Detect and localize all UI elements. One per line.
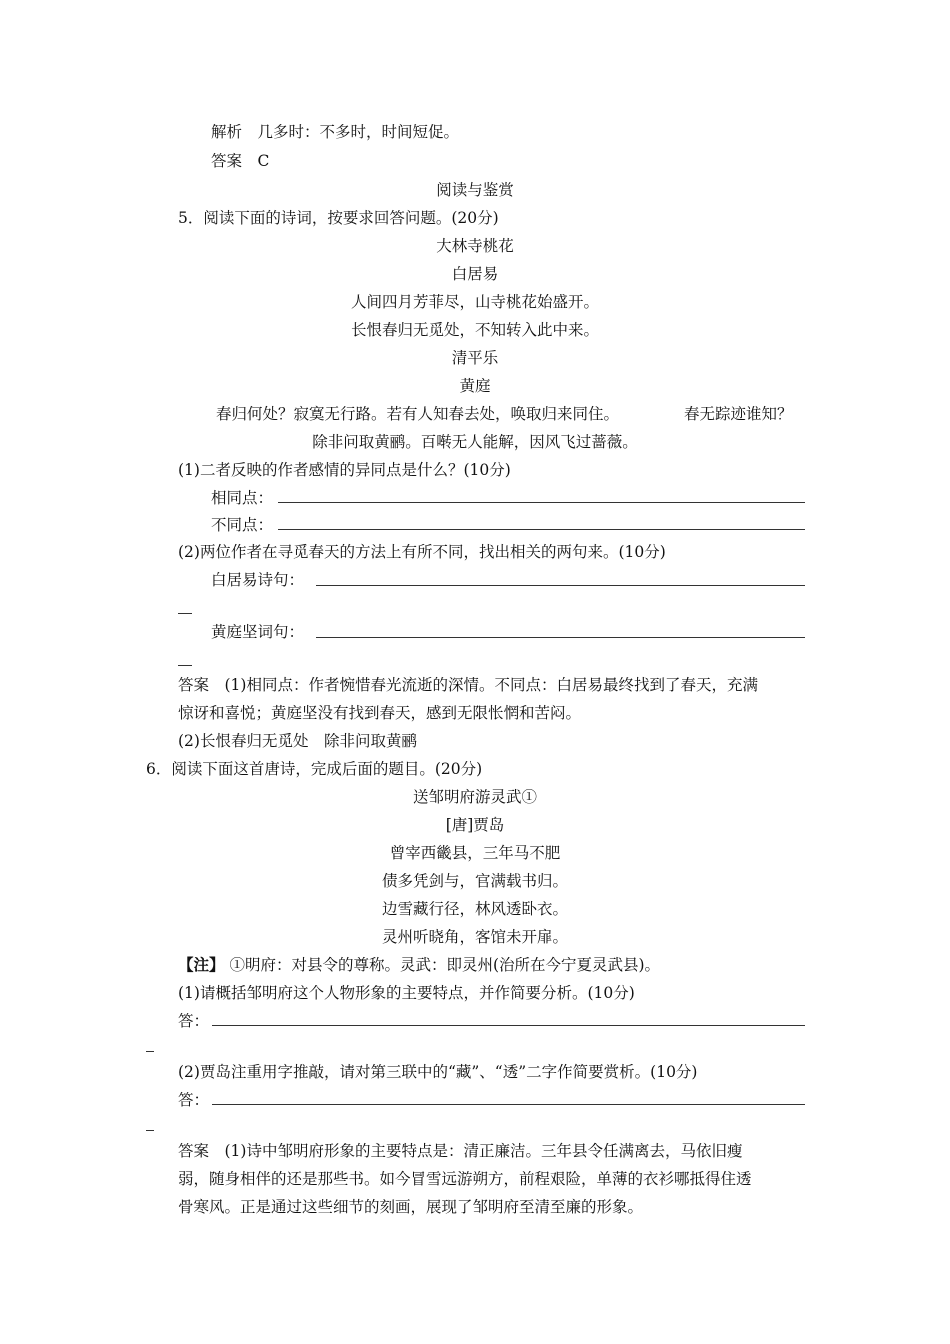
q5-poem1-line1: 人间四月芳菲尽，山寺桃花始盛开。 xyxy=(350,293,599,311)
q5-poem2-author: 黄庭 xyxy=(459,377,491,395)
q5-sub2-huang-blank xyxy=(316,637,805,638)
q6-poem-line2: 债多凭剑与，官满载书归。 xyxy=(381,872,568,890)
q6-answer-line1: 答案 (1)诗中邹明府形象的主要特点是：清正廉洁。三年县令任满离去，马依旧瘦 xyxy=(178,1142,743,1160)
q6-poem-title: 送邹明府游灵武① xyxy=(412,788,537,806)
q5-poem1-line2: 长恨春归无觅处，不知转入此中来。 xyxy=(350,321,599,339)
q6-sub2-answer-label: 答： xyxy=(178,1091,210,1109)
q6-poem-line3: 边雪藏行径，林风透卧衣。 xyxy=(381,900,568,918)
q5-sub1-diff-label: 不同点： xyxy=(211,516,274,534)
q5-sub2-bai-label: 白居易诗句： xyxy=(211,571,305,589)
q5-sub1-same-label: 相同点： xyxy=(211,489,274,507)
q5-prompt: 5．阅读下面的诗词，按要求回答问题。(20分) xyxy=(178,209,499,227)
q5-answer-line2: 惊讶和喜悦；黄庭坚没有找到春天，感到无限怅惘和苦闷。 xyxy=(178,704,582,722)
q5-poem2-title: 清平乐 xyxy=(451,349,499,367)
q5-sub2-huang-blank-wrap xyxy=(178,665,192,666)
q6-answer-line3: 骨寒风。正是通过这些细节的刻画，展现了邹明府至清至廉的形象。 xyxy=(178,1198,644,1216)
q5-sub2-bai-blank xyxy=(316,585,805,586)
q6-answer-line2: 弱，随身相伴的还是那些书。如今冒雪远游朔方，前程艰险，单薄的衣衫哪抵得住透 xyxy=(178,1170,752,1188)
q6-sub2-prompt: (2)贾岛注重用字推敲，请对第三联中的“藏”、“透”二字作简要赏析。(10分) xyxy=(178,1063,698,1081)
q5-answer-line1: 答案 (1)相同点：作者惋惜春光流逝的深情。不同点：白居易最终找到了春天，充满 xyxy=(178,676,758,694)
q5-poem1-author: 白居易 xyxy=(451,265,499,283)
q5-poem2-line1a: 春归何处？寂寞无行路。若有人知春去处，唤取归来同住。 xyxy=(216,405,620,423)
q5-sub2-bai-blank-wrap xyxy=(178,613,192,614)
q6-note-label: 【注】 xyxy=(178,955,225,974)
q4-analysis: 解析 几多时：不多时，时间短促。 xyxy=(211,123,460,141)
q6-sub2-answer-blank-wrap xyxy=(146,1130,154,1131)
q5-sub1-diff-blank xyxy=(278,529,805,530)
q6-poem-author: [唐]贾岛 xyxy=(445,816,505,834)
q5-poem2-line1b: 春无踪迹谁知？ xyxy=(684,405,793,423)
q6-sub1-answer-blank xyxy=(212,1025,805,1026)
q6-poem-line1: 曾宰西畿县，三年马不肥 xyxy=(389,844,561,862)
q6-poem-line4: 灵州听晓角，客馆未开扉。 xyxy=(381,928,568,946)
q5-sub1-same-blank xyxy=(278,502,805,503)
q4-answer: 答案 C xyxy=(211,152,270,170)
q5-poem2-line2: 除非问取黄鹂。百啭无人能解，因风飞过蔷薇。 xyxy=(312,433,638,451)
q6-sub2-answer-blank xyxy=(212,1104,805,1105)
q6-note xyxy=(178,955,660,975)
q6-sub1-prompt: (1)请概括邹明府这个人物形象的主要特点，并作简要分析。(10分) xyxy=(178,984,635,1002)
q5-sub2-prompt: (2)两位作者在寻觅春天的方法上有所不同，找出相关的两句来。(10分) xyxy=(178,543,666,561)
q6-sub1-answer-label: 答： xyxy=(178,1012,210,1030)
q5-answer-line3: (2)长恨春归无觅处 除非问取黄鹂 xyxy=(178,732,417,750)
section-title: 阅读与鉴赏 xyxy=(436,181,514,199)
q5-poem1-title: 大林寺桃花 xyxy=(436,237,514,255)
q6-prompt: 6．阅读下面这首唐诗，完成后面的题目。(20分) xyxy=(146,760,483,778)
q5-sub2-huang-label: 黄庭坚词句： xyxy=(211,623,305,641)
q6-sub1-answer-blank-wrap xyxy=(146,1051,154,1052)
q5-sub1-prompt: (1)二者反映的作者感情的异同点是什么？(10分) xyxy=(178,461,511,479)
q6-note-text: ①明府：对县令的尊称。灵武：即灵州(治所在今宁夏灵武县)。 xyxy=(229,956,661,974)
